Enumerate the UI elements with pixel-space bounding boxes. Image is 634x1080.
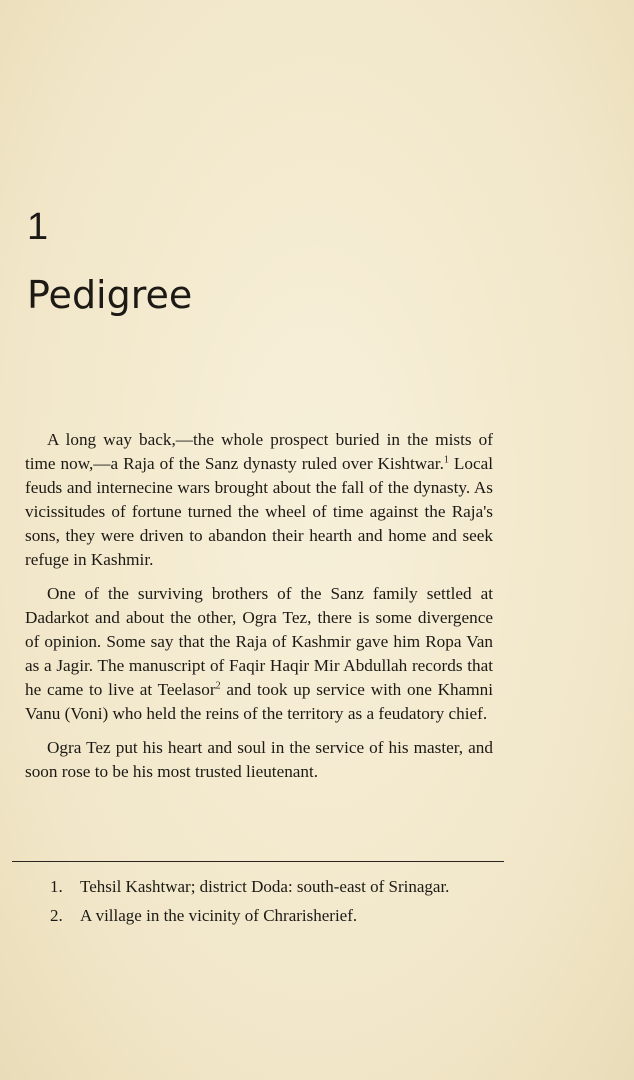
- footnotes: [50, 876, 495, 934]
- chapter-title: Pedigree: [27, 273, 193, 317]
- footnote-divider: [12, 861, 504, 862]
- footnote-text: Tehsil Kashtwar; district Doda: south-east of Srinagar.: [80, 877, 450, 896]
- footnote-number: 1.: [50, 877, 63, 896]
- body-text: [25, 428, 493, 794]
- paragraph-text: and took up service with one Khamni Vanu (Voni) who held the reins of the territory as a feudatory chief.: [25, 680, 493, 723]
- paragraph-1: [25, 428, 493, 572]
- paragraph-text: Local feuds and internecine wars brought about the fall of the dynasty. As vicissitudes of fortune turned the wheel of time against the Raja's sons, they were driven to abandon their hearth and home and seek refuge in Kashmir.: [25, 454, 493, 569]
- paragraph-text: A long way back,—the whole prospect buried in the mists of time now,—a Raja of the Sanz dynasty ruled over Kishtwar.: [25, 430, 493, 473]
- paragraph-text: One of the surviving brothers of the Sanz family settled at Dadarkot and about the other, Ogra Tez, there is some divergence of opinion. Some say that the Raja of Kashmir gave him Ropa Van as a Jagir. The manuscript of Faqir Haqir Mir Abdullah records that he came to live at Teelasor: [25, 584, 493, 699]
- footnote-2: [50, 905, 495, 926]
- footnote-ref-1: 1: [443, 454, 449, 466]
- footnote-ref-2: 2: [215, 680, 221, 692]
- footnote-text: A village in the vicinity of Chrarisherief.: [80, 906, 358, 925]
- paragraph-text: Ogra Tez put his heart and soul in the service of his master, and soon rose to be his most trusted lieutenant.: [25, 738, 493, 781]
- chapter-number: 1: [27, 206, 49, 248]
- footnote-1: [50, 876, 495, 897]
- paragraph-2: [25, 582, 493, 726]
- footnote-number: 2.: [50, 906, 63, 925]
- paragraph-3: [25, 736, 493, 784]
